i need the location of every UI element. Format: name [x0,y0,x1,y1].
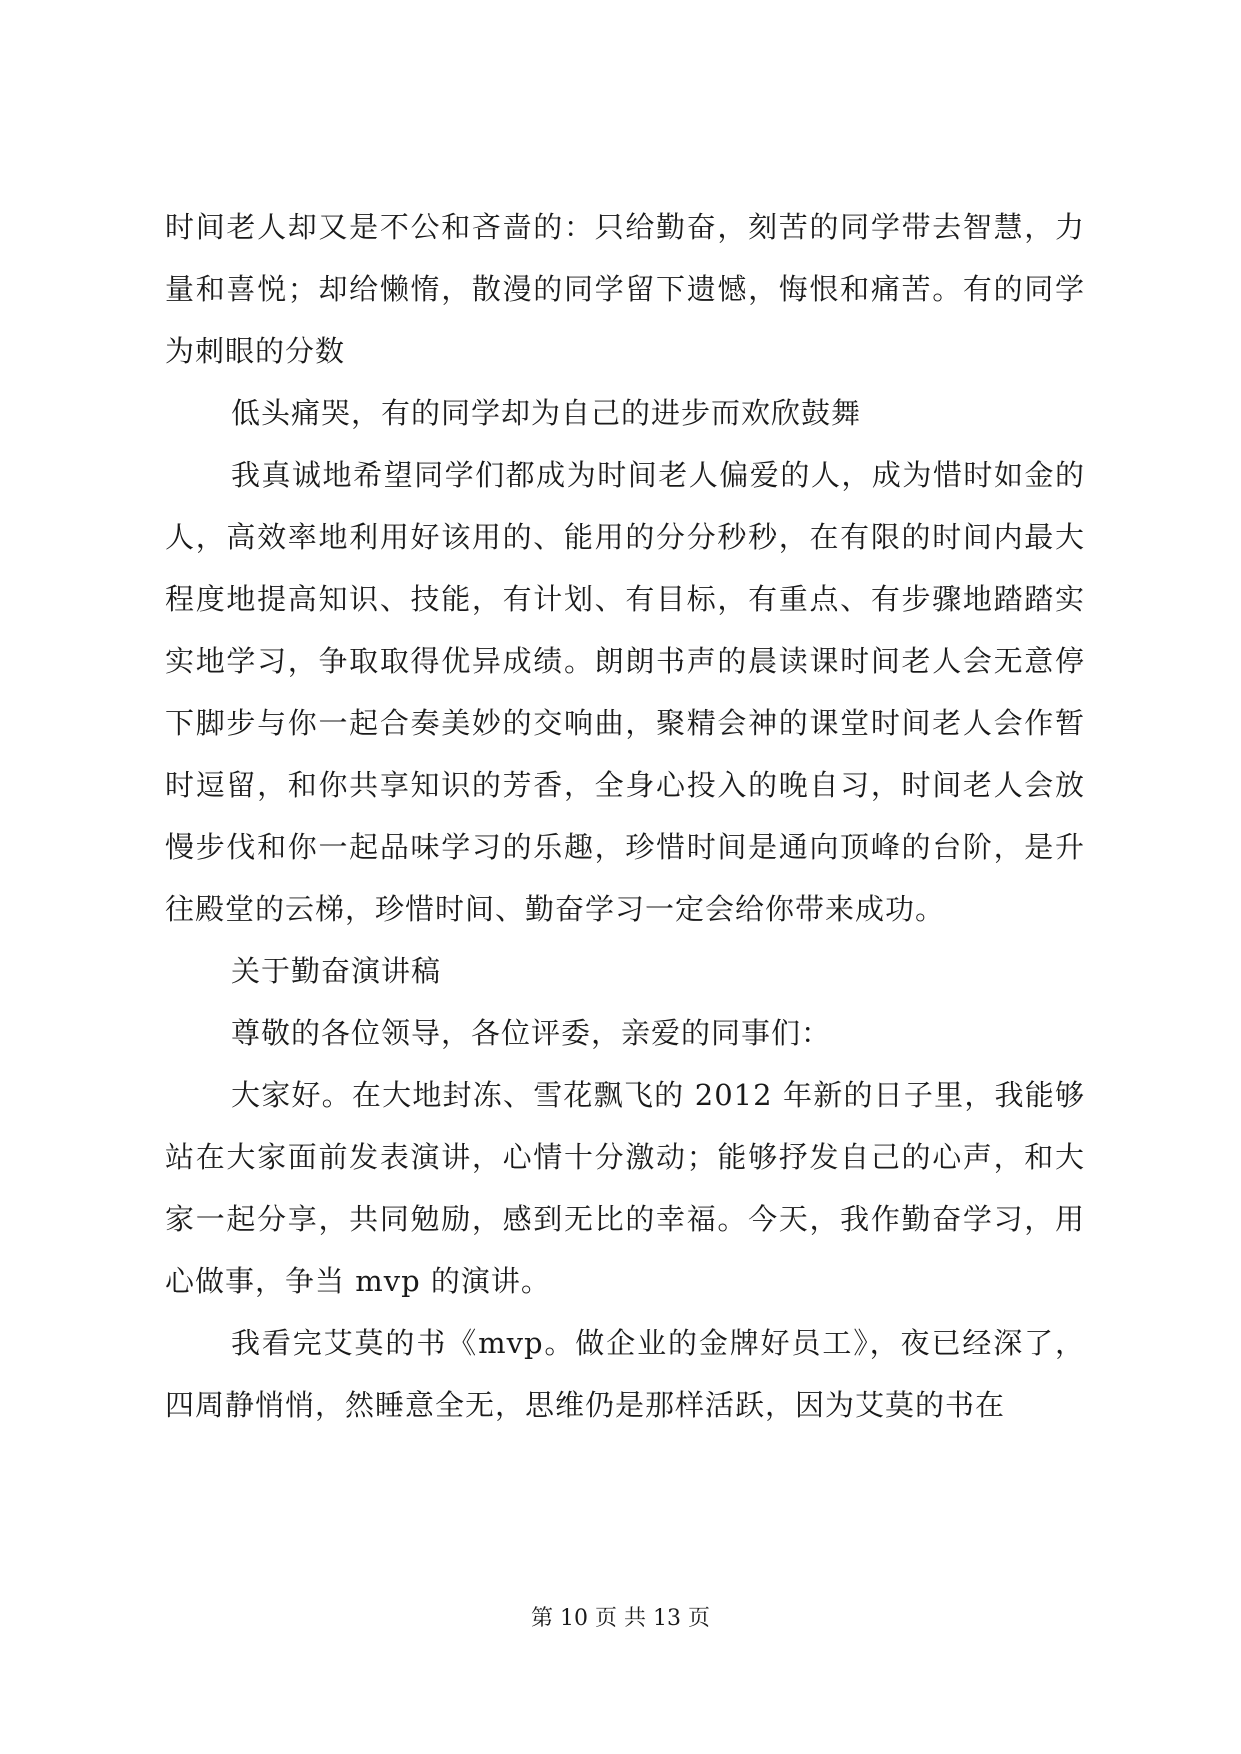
paragraph-2: 低头痛哭，有的同学却为自己的进步而欢欣鼓舞 [231,396,862,430]
paragraph-1: 时间老人却又是不公和吝啬的：只给勤奋，刻苦的同学带去智慧，力量和喜悦；却给懒惰，散漫的同学留下遗憾，悔恨和痛苦。有的同学为刺眼的分数 [165,210,1085,368]
document-body [165,196,1085,1436]
paragraph-3: 我真诚地希望同学们都成为时间老人偏爱的人，成为惜时如金的人，高效率地利用好该用的、能用的分分秒秒，在有限的时间内最大程度地提高知识、技能，有计划、有目标，有重点、有步骤地踏踏实实地学习，争取取得优异成绩。朗朗书声的晨读课时间老人会无意停下脚步与你一起合奏美妙的交响曲，聚精会神的课堂时间老人会作暂时逗留，和你共享知识的芳香，全身心投入的晚自习，时间老人会放慢步伐和你一起品味学习的乐趣，珍惜时间是通向顶峰的台阶，是升往殿堂的云梯，珍惜时间、勤奋学习一定会给你带来成功。 [165,458,1085,926]
salutation: 尊敬的各位领导，各位评委，亲爱的同事们： [231,1016,832,1050]
paragraph-7: 我看完艾莫的书《mvp。做企业的金牌好员工》，夜已经深了，四周静悄悄，然睡意全无，思维仍是那样活跃，因为艾莫的书在 [165,1326,1085,1422]
paragraph-6: 大家好。在大地封冻、雪花飘飞的 2012 年新的日子里，我能够站在大家面前发表演讲，心情十分激动；能够抒发自己的心声，和大家一起分享，共同勉励，感到无比的幸福。今天，我作勤奋学习，用心做事，争当 mvp 的演讲。 [165,1078,1085,1298]
page-footer: 第 10 页 共 13 页 [531,1606,710,1631]
section-heading: 关于勤奋演讲稿 [231,954,442,988]
